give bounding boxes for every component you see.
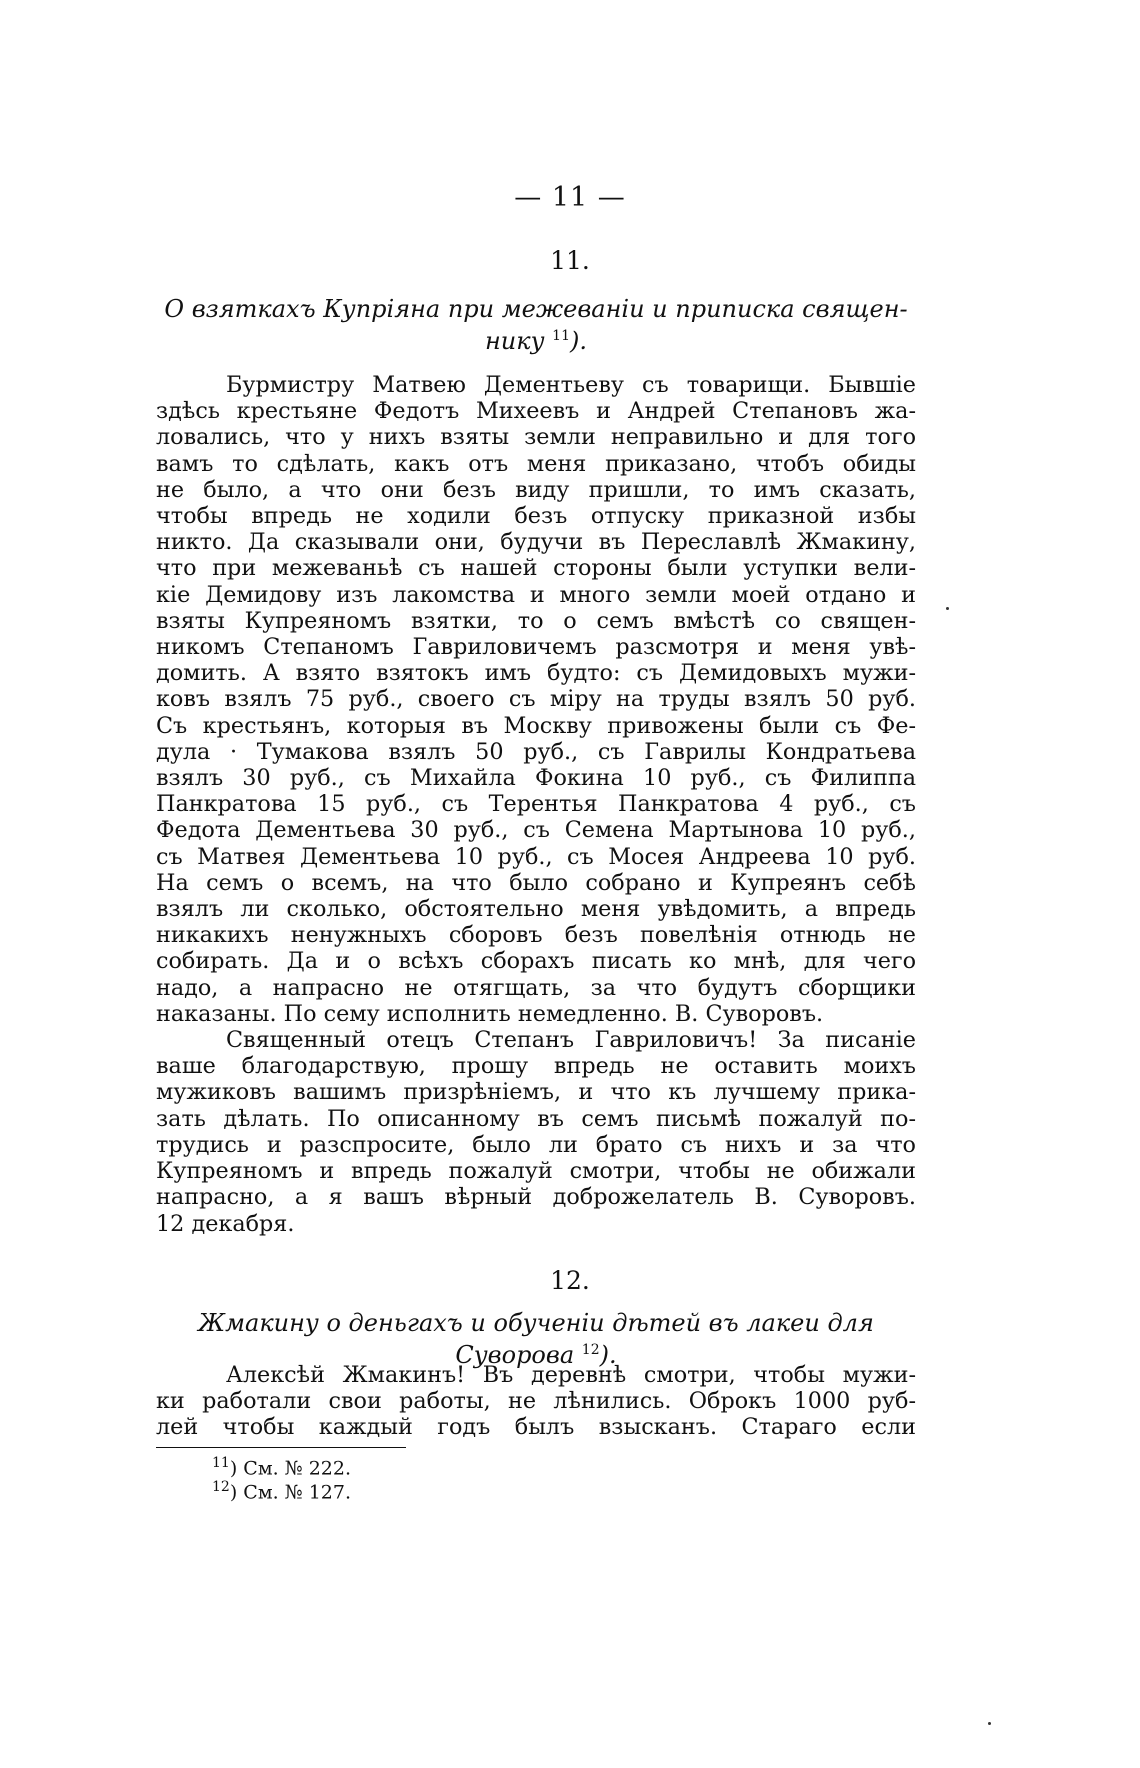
text-line: никомъ Степаномъ Гавриловичемъ разсмотря и меня увѣ-: [156, 634, 916, 661]
text-line: ки работали свои работы, не лѣнились. Оброкъ 1000 руб-: [156, 1388, 916, 1415]
text-line: ловались, что у нихъ взяты земли неправильно и для того: [156, 424, 916, 451]
text-line: никакихъ ненужныхъ сборовъ безъ повелѣнія отнюдь не: [156, 922, 916, 949]
text-line: съ Матвея Дементьева 10 руб., съ Мосея Андреева 10 руб.: [156, 843, 916, 870]
section-title-11-line2-text: нику: [485, 327, 545, 355]
text-line: взялъ 30 руб., съ Михайла Фокина 10 руб., съ Филиппа: [156, 765, 916, 792]
text-line: собирать. Да и о всѣхъ сборахъ писать ко мнѣ, для чего: [156, 948, 916, 975]
text-line: На семъ о всемъ, на что было собрано и Купреянъ себѣ: [156, 869, 916, 896]
text-line: вамъ то сдѣлать, какъ отъ меня приказано, чтобъ обиды: [156, 450, 916, 477]
scan-speck: [946, 607, 949, 610]
text-line: Алексѣй Жмакинъ! Въ деревнѣ смотри, чтобы мужи-: [226, 1362, 916, 1388]
section-title-12-text: Жмакину о деньгахъ и обученіи дѣтей въ лакеи для Суворова: [198, 1309, 874, 1369]
text-line: лей чтобы каждый годъ былъ взысканъ. Стараго если: [156, 1414, 916, 1441]
text-line: взяты Купреяномъ взятки, то о семъ вмѣстѣ со священ-: [156, 607, 916, 634]
text-line: не было, а что они безъ виду пришли, то имъ сказать,: [156, 476, 916, 503]
footnote-ref-11: 11: [552, 328, 570, 344]
text-line: наказаны. По сему исполнить немедленно. В. Суворовъ.: [156, 1000, 824, 1027]
text-line: Панкратова 15 руб., съ Терентья Панкратова 4 руб., съ: [156, 791, 916, 818]
text-line: взялъ ли сколько, обстоятельно меня увѣдомить, а впредь: [156, 896, 916, 923]
text-line: что при межеваньѣ съ нашей стороны были уступки вели-: [156, 555, 916, 582]
section-number-11: 11.: [550, 246, 590, 275]
footnote-mark: 11: [212, 1455, 230, 1471]
date-line: 12 декабря.: [156, 1210, 295, 1237]
text-line: надо, а напрасно не отягщать, за что будутъ сборщики: [156, 974, 916, 1001]
footnote-12: [212, 1476, 351, 1503]
text-line: ковъ взялъ 75 руб., своего съ міру на труды взялъ 50 руб.: [156, 686, 916, 713]
text-line: Бурмистру Матвею Дементьеву съ товарищи. Бывшіе: [226, 372, 916, 398]
section-title-12: [156, 1310, 916, 1369]
footnote-mark: 12: [212, 1479, 230, 1495]
text-line: трудись и разспросите, было ли брато съ нихъ и за что: [156, 1131, 916, 1158]
letter-body-12: [156, 1362, 916, 1441]
text-line: ваше благодарствую, прошу впредь не оставить моихъ: [156, 1053, 916, 1080]
text-line: зать дѣлать. По описанному въ семъ письмѣ пожалуй по-: [156, 1105, 916, 1132]
footnote-text: ) См. № 222.: [229, 1457, 351, 1480]
text-line: Священный отецъ Степанъ Гавриловичъ! За писаніе: [226, 1027, 916, 1054]
footnote-text: ) См. № 127.: [229, 1481, 351, 1504]
text-line: Съ крестьянъ, которыя въ Москву привожены были съ Фе-: [156, 712, 916, 739]
text-line: чтобы впредь не ходили безъ отпуску приказной избы: [156, 503, 916, 530]
letter-body-11: [156, 372, 916, 1237]
text-line: никто. Да сказывали они, будучи въ Переславлѣ Жмакину,: [156, 529, 916, 556]
text-line: напрасно, а я вашъ вѣрный доброжелатель В. Суворовъ.: [156, 1184, 916, 1211]
section-title-11-line2: [156, 323, 916, 355]
section-title-11-line1: О взяткахъ Купріяна при межеваніи и приписка священ-: [164, 295, 908, 323]
text-line: дула · Тумакова взялъ 50 руб., съ Гаврилы Кондратьева: [156, 738, 916, 765]
text-line: мужиковъ вашимъ призрѣніемъ, и что къ лучшему прика-: [156, 1079, 916, 1106]
text-line: здѣсь крестьяне Федотъ Михеевъ и Андрей Степановъ жа-: [156, 398, 916, 425]
text-line: Купреяномъ и впредь пожалуй смотри, чтобы не обижали: [156, 1158, 916, 1185]
section-title-11-end: ).: [570, 327, 587, 355]
section-title-11: [156, 296, 916, 355]
text-line: домить. А взято взятокъ имъ будто: съ Демидовыхъ мужи-: [156, 660, 916, 687]
text-line: кіе Демидову изъ лакомства и много земли моей отдано и: [156, 581, 916, 608]
scan-speck: [988, 1722, 991, 1725]
page-number: — 11 —: [514, 182, 626, 213]
section-title-12-end: ).: [599, 1341, 617, 1369]
text-line: Федота Дементьева 30 руб., съ Семена Мартынова 10 руб.,: [156, 817, 916, 844]
section-number-12: 12.: [550, 1266, 590, 1295]
footnote-ref-12: 12: [581, 1342, 600, 1358]
footnote-divider: [156, 1447, 406, 1448]
